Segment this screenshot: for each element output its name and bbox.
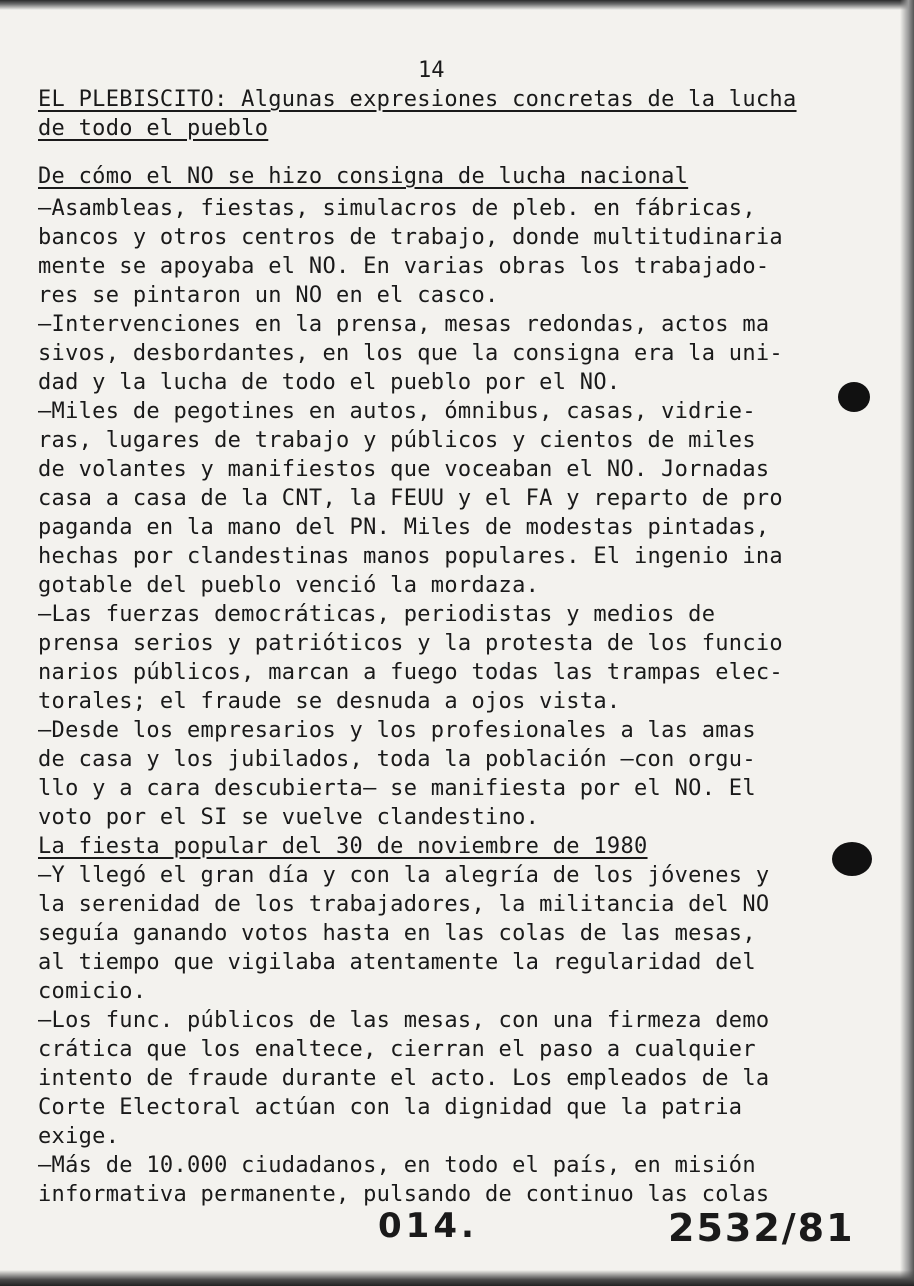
body-line: Corte Electoral actúan con la dignidad que la patria: [38, 1095, 743, 1120]
body-line: res se pintaron un NO en el casco.: [38, 283, 499, 308]
body-line: hechas por clandestinas manos populares. El ingenio ina: [38, 544, 783, 569]
body-line: voto por el SI se vuelve clandestino.: [38, 805, 540, 830]
body-line: ras, lugares de trabajo y públicos y cientos de miles: [38, 428, 756, 453]
body-line: de casa y los jubilados, toda la población —con orgu-: [38, 747, 756, 772]
ink-blot: [832, 842, 872, 876]
body-line: —Miles de pegotines en autos, ómnibus, casas, vidrie-: [38, 399, 756, 424]
body-line: —Desde los empresarios y los profesionales a las amas: [38, 718, 756, 743]
body-line: llo y a cara descubierta— se manifiesta por el NO. El: [38, 776, 756, 801]
body-line: sivos, desbordantes, en los que la consigna era la uni-: [38, 341, 783, 366]
body-line: informativa permanente, pulsando de continuo las colas: [38, 1182, 770, 1207]
body-line: dad y la lucha de todo el pueblo por el NO.: [38, 370, 621, 395]
body-line: —Los func. públicos de las mesas, con una firmeza demo: [38, 1008, 770, 1033]
body-line: bancos y otros centros de trabajo, donde multitudinaria: [38, 225, 783, 250]
scan-edge-bottom: [0, 1270, 914, 1286]
scan-edge-top: [0, 0, 914, 10]
body-line: seguía ganando votos hasta en las colas de las mesas,: [38, 921, 756, 946]
body-line: —Intervenciones en la prensa, mesas redondas, actos ma: [38, 312, 770, 337]
body-line: mente se apoyaba el NO. En varias obras los trabajado-: [38, 254, 770, 279]
body-line: crática que los enaltece, cierran el paso a cualquier: [38, 1037, 756, 1062]
body-line: —Y llegó el gran día y con la alegría de los jóvenes y: [38, 863, 770, 888]
body-line: intento de fraude durante el acto. Los empleados de la: [38, 1066, 770, 1091]
body-line: —Más de 10.000 ciudadanos, en todo el país, en misión: [38, 1153, 756, 1178]
body-line: casa a casa de la CNT, la FEUU y el FA y reparto de pro: [38, 486, 783, 511]
title-line: de todo el pueblo: [38, 116, 269, 141]
page-number: 14: [418, 58, 445, 83]
body-line: narios públicos, marcan a fuego todas las trampas elec-: [38, 660, 783, 685]
section-heading: De cómo el NO se hizo consigna de lucha nacional: [38, 164, 689, 189]
stamp-code: 014.: [378, 1206, 478, 1246]
body-line: torales; el fraude se desnuda a ojos vista.: [38, 689, 621, 714]
body-line: exige.: [38, 1124, 120, 1149]
body-line: paganda en la mano del PN. Miles de modestas pintadas,: [38, 515, 770, 540]
ink-blot: [838, 382, 870, 412]
body-line: de volantes y manifiestos que voceaban el NO. Jornadas: [38, 457, 770, 482]
body-line: al tiempo que vigilaba atentamente la regularidad del: [38, 950, 756, 975]
scan-edge-right: [900, 0, 914, 1286]
body-line: —Asambleas, fiestas, simulacros de pleb. en fábricas,: [38, 196, 756, 221]
section-heading: La fiesta popular del 30 de noviembre de 1980: [38, 834, 648, 859]
document-reference: 2532/81: [668, 1206, 855, 1250]
body-line: prensa serios y patrióticos y la protesta de los funcio: [38, 631, 783, 656]
body-line: comicio.: [38, 979, 147, 1004]
body-line: —Las fuerzas democráticas, periodistas y medios de: [38, 602, 716, 627]
body-line: gotable del pueblo venció la mordaza.: [38, 573, 540, 598]
body-line: la serenidad de los trabajadores, la militancia del NO: [38, 892, 770, 917]
title-line: EL PLEBISCITO: Algunas expresiones concretas de la lucha: [38, 87, 797, 112]
